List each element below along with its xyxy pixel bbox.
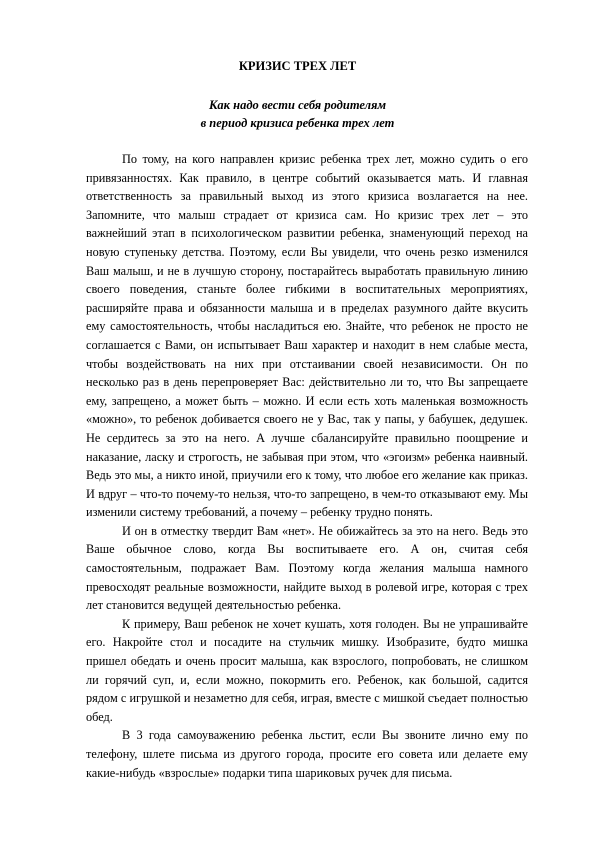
document-title: КРИЗИС ТРЕХ ЛЕТ: [238, 59, 357, 73]
document-subtitle: [0, 96, 595, 132]
paragraph-3: К примеру, Ваш ребенок не хочет кушать, хотя голоден. Вы не упрашивайте его. Накройте стол и посадите на стульчик мишку. Изобразите, будто мишка пришел обедать и очень просит малыша, как взрослого, попробовать, не слишком ли горячий суп, и, если можно, покормить его. Ребенок, как большой, садится рядом с игрушкой и незаметно для себя, играя, вместе с мишкой съедает полностью обед.: [86, 616, 528, 724]
paragraph-4: В 3 года самоуважению ребенка льстит, если Вы звоните лично ему по телефону, шлете письма из другого города, просите его совета или делаете ему какие-нибудь «взрослые» подарки типа шариковых ручек для письма.: [86, 728, 528, 780]
subtitle-line-2: в период кризиса ребенка трех лет: [200, 116, 395, 130]
paragraph-1: По тому, на кого направлен кризис ребенка трех лет, можно судить о его привязанностях. Как правило, в центре событий оказывается мать. И главная ответственность за правильный выход из этого кризиса возлагается на нее. Запомните, что малыш страдает от кризиса сам. Но кризис трех лет – это важнейший этап в психологическом развитии ребенка, знаменующий переход на новую ступеньку детства. Поэтому, если Вы увидели, что очень резко изменился Ваш малыш, и не в лучшую сторону, постарайтесь выработать правильную линию своего поведения, станьте более гибкими в воспитательных мероприятиях, расширяйте права и обязанности малыша и в пределах разумного дайте вкусить ему самостоятельность, чтобы насладиться ею. Знайте, что ребенок не просто не соглашается с Вами, он испытывает Ваш характер и находит в нем слабые места, чтобы воздействовать на них при отстаивании своей независимости. Он по несколько раз в день перепроверяет Вас: действительно ли то, что Вы запрещаете ему, запрещено, а может быть – можно. И если есть хоть маленькая возможность «можно», то ребенок добивается своего не у Вас, так у папы, у бабушек, дедушек. Не сердитесь за это на него. А лучше сбалансируйте правильно поощрение и наказание, ласку и строгость, не забывая при этом, что «эгоизм» ребенка наивный. Ведь это мы, а никто иной, приучили его к тому, что любое его желание как приказ. И вдруг – что-то почему-то нельзя, что-то запрещено, в чем-то отказывают ему. Мы изменили систему требований, а почему – ребенку трудно понять.: [86, 152, 528, 520]
subtitle-line-1: Как надо вести себя родителям: [208, 98, 387, 112]
document-body: [86, 150, 528, 782]
paragraph-2: И он в отместку твердит Вам «нет». Не обижайтесь за это на него. Ведь это Ваше обычное слово, когда Вы воспитываете его. А он, считая себя самостоятельным, подражает Вам. Поэтому когда желания малыша намного превосходят реальные возможности, найдите выход в ролевой игре, которая с трех лет становится ведущей деятельностью ребенка.: [86, 523, 528, 613]
